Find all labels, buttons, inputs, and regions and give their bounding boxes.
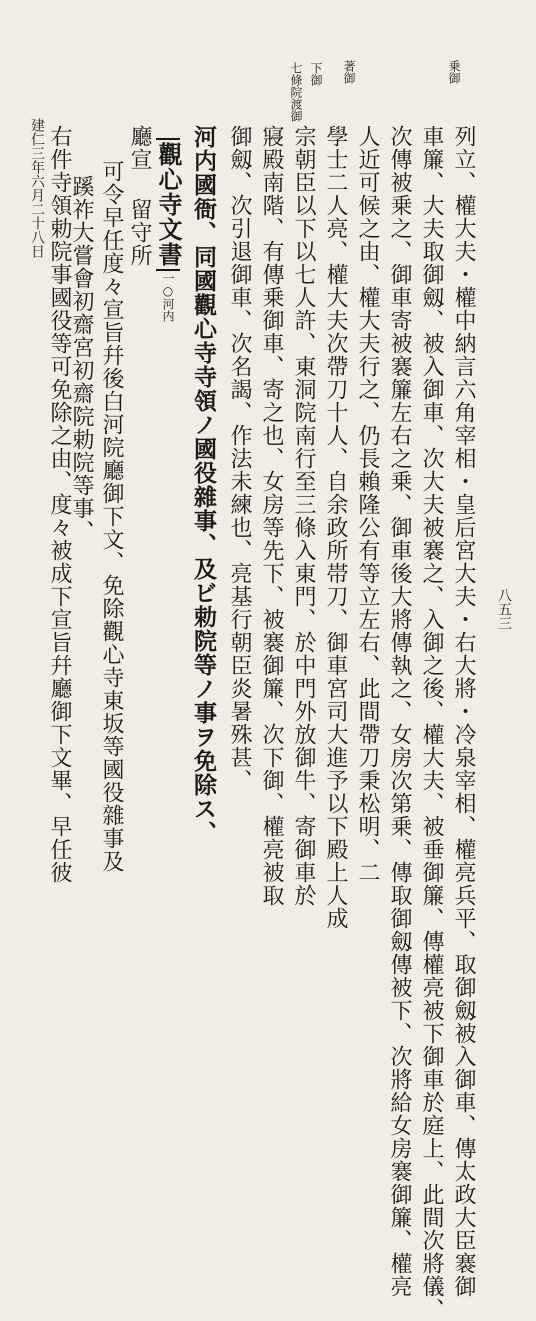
issuer: 廳宣 [127, 125, 152, 171]
page-number: 八五三 [496, 588, 512, 630]
header-note-2: 著御 [342, 60, 356, 84]
decree-line-3: 右件寺領勅院事國役等可免除之由、度々被成下宣旨幷廳御下文畢、早任彼 [47, 125, 72, 884]
header-note-3: 下御 [309, 62, 323, 86]
body-line-6: 宗朝臣以下以七人許、東洞院南行至三條入東門、於中門外放御牛、寄御車於 [291, 125, 316, 907]
body-line-2: 車簾、大夫取御劔、被入御車、次大夫被褰之、入御之後、權大夫、被垂御簾、傳權亮被下御車於庭上、此間次將儀、 [419, 125, 444, 1321]
body-line-3: 次傳被乗之、御車寄被褰簾左右之乗、御車後大將傳執之、女房次第乗、傳取御劔傳被下、次將給女房褰御簾、權亮 [387, 125, 412, 1298]
body-line-4: 人近可候之由、權大夫行之、仍長賴隆公有等立左右、此間帶刀秉松明、二 [355, 125, 380, 884]
body-line-1: 列立、權大夫・權中納言六角宰相・皇后宮大夫・右大將・冷泉宰相、權亮兵平、取御劔被入御車、傳太政大臣褰御 [451, 125, 476, 1298]
margin-date: 建仁三年六月二十八日 [29, 118, 45, 258]
document-note: 一○河内 [161, 272, 175, 322]
body-line-8: 御劔、次引退御車、次名謁、作法未練也、亮基行朝臣炎暑殊甚、 [227, 125, 252, 792]
body-line-7: 寢殿南階、有傳乗御車、寄之也、女房等先下、被褰御簾、次下御、權亮被取 [259, 125, 284, 907]
recipient: 留守所 [127, 198, 152, 267]
header-note-1: 乗御 [447, 60, 461, 84]
summary-heading: 河内國衙、同國觀心寺寺領ノ國役雜事、及ビ勅院等ノ事ヲ免除ス、 [190, 125, 217, 845]
header-note-4: 七條院渡御 [289, 62, 303, 122]
body-line-5: 學士二人亮、權大夫次帶刀十人、自余政所帯刀、御車宮司大進予以下殿上人成 [323, 125, 348, 930]
decree-line-2: 蹊祚大嘗會初齋宮初齋院勅院等事、 [69, 175, 94, 543]
document-title: 觀心寺文書 [156, 138, 180, 271]
decree-line-1: 可令早任度々宣旨幷後白河院廳御下文、免除觀心寺東坂等國役雜事及 [99, 160, 124, 873]
